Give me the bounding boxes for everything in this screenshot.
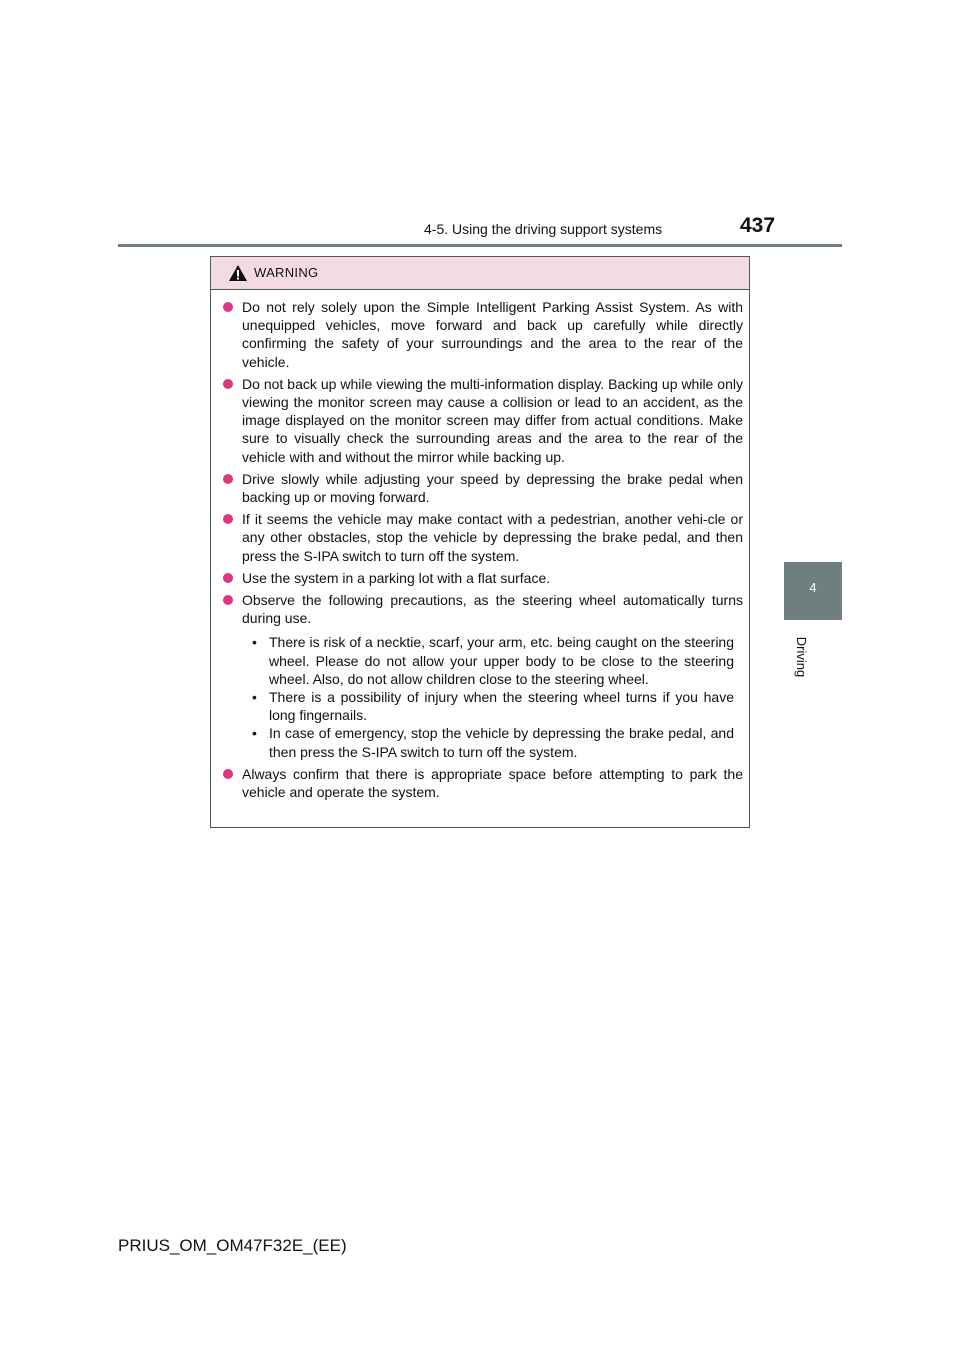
precaution-text: There is risk of a necktie, scarf, your arm, etc. being caught on the steering wheel. Please do not allow your upper body to be close to the steering wheel. Also, do not allow children close to the steering wheel. bbox=[269, 634, 734, 687]
document-code: PRIUS_OM_OM47F32E_(EE) bbox=[118, 1236, 347, 1255]
warning-item-text: Always confirm that there is appropriate space before attempting to park the vehicle and operate the system. bbox=[242, 765, 743, 801]
chapter-label: Driving bbox=[794, 636, 809, 678]
bullet-icon bbox=[223, 474, 233, 484]
bullet-icon bbox=[223, 769, 233, 779]
precaution-item bbox=[242, 633, 734, 688]
warning-body bbox=[211, 290, 749, 801]
bullet-icon bbox=[223, 514, 233, 524]
header-divider bbox=[118, 244, 842, 247]
warning-item bbox=[223, 569, 743, 587]
warning-title: WARNING bbox=[254, 265, 319, 280]
warning-item bbox=[223, 298, 743, 371]
warning-item bbox=[223, 510, 743, 565]
precaution-item bbox=[242, 724, 734, 760]
warning-triangle-icon bbox=[228, 264, 248, 282]
sub-bullet-icon: • bbox=[252, 689, 257, 706]
sub-bullet-icon: • bbox=[252, 634, 257, 651]
precaution-list bbox=[223, 633, 743, 760]
precaution-text: In case of emergency, stop the vehicle by depressing the brake pedal, and then press the S-IPA switch to turn off the system. bbox=[269, 725, 734, 760]
warning-box bbox=[210, 256, 750, 828]
page-number: 437 bbox=[740, 214, 776, 237]
warning-item bbox=[223, 375, 743, 466]
bullet-icon bbox=[223, 302, 233, 312]
precaution-item bbox=[242, 688, 734, 724]
warning-item-text: Do not rely solely upon the Simple Intelligent Parking Assist System. As with unequipped vehicles, move forward and back up carefully while directly confirming the safety of your surroundings and the area to the rear of the vehicle. bbox=[242, 299, 743, 370]
warning-item bbox=[223, 470, 743, 506]
warning-item-text: Use the system in a parking lot with a flat surface. bbox=[242, 569, 551, 586]
warning-item-text: Do not back up while viewing the multi-information display. Backing up while only viewing the monitor screen may cause a collision or lead to an accident, as the image displayed on the monitor screen may differ from actual conditions. Make sure to visually check the surrounding areas and the area to the rear of the vehicle with and without the mirror while backing up. bbox=[242, 375, 743, 465]
section-title: 4-5. Using the driving support systems bbox=[424, 221, 663, 237]
warning-header bbox=[211, 257, 749, 290]
warning-item-text: Observe the following precautions, as the steering wheel automatically turns during use. bbox=[242, 592, 743, 627]
precaution-text: There is a possibility of injury when the steering wheel turns if you have long fingernails. bbox=[269, 689, 734, 724]
warning-item bbox=[223, 765, 743, 801]
sub-bullet-icon: • bbox=[252, 725, 257, 742]
chapter-tab bbox=[784, 562, 842, 620]
chapter-number: 4 bbox=[809, 580, 817, 595]
bullet-icon bbox=[223, 379, 233, 389]
bullet-icon bbox=[223, 573, 233, 583]
warning-item bbox=[223, 591, 743, 627]
warning-item-text: If it seems the vehicle may make contact with a pedestrian, another vehi-cle or any other obstacles, stop the vehicle by depressing the brake pedal, and then press the S-IPA switch to turn off the system. bbox=[242, 511, 743, 564]
warning-item-text: Drive slowly while adjusting your speed by depressing the brake pedal when backing up or moving forward. bbox=[242, 470, 743, 506]
bullet-icon bbox=[223, 595, 233, 605]
